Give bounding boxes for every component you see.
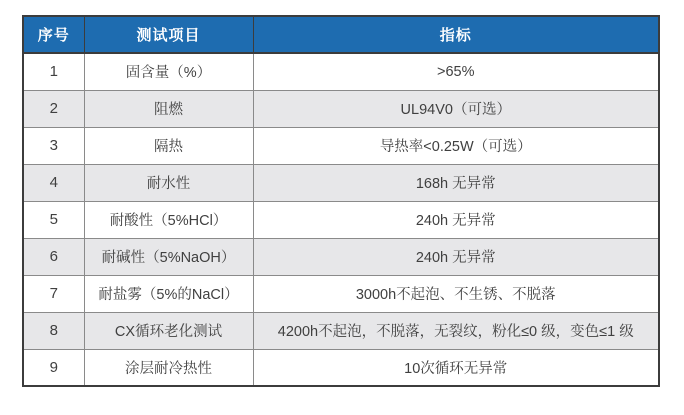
cell-serial: 6 (23, 238, 84, 275)
spec-table-container (22, 15, 660, 387)
cell-spec: 240h 无异常 (253, 201, 659, 238)
table-row (23, 127, 659, 164)
header-test-item: 测试项目 (84, 16, 253, 53)
table-row (23, 164, 659, 201)
cell-item: 耐酸性（5%HCl） (84, 201, 253, 238)
cell-spec: >65% (253, 53, 659, 90)
header-indicator: 指标 (253, 16, 659, 53)
cell-serial: 7 (23, 275, 84, 312)
cell-serial: 8 (23, 312, 84, 349)
cell-item: 隔热 (84, 127, 253, 164)
cell-spec: 240h 无异常 (253, 238, 659, 275)
cell-serial: 1 (23, 53, 84, 90)
table-row (23, 312, 659, 349)
cell-serial: 9 (23, 349, 84, 386)
cell-spec: 10次循环无异常 (253, 349, 659, 386)
table-body (23, 53, 659, 386)
table-row (23, 53, 659, 90)
cell-spec: UL94V0（可选） (253, 90, 659, 127)
cell-item: 固含量（%） (84, 53, 253, 90)
header-row (23, 16, 659, 53)
cell-spec: 168h 无异常 (253, 164, 659, 201)
table-row (23, 349, 659, 386)
table-header (23, 16, 659, 53)
cell-serial: 4 (23, 164, 84, 201)
header-serial-number: 序号 (23, 16, 84, 53)
cell-item: 涂层耐冷热性 (84, 349, 253, 386)
cell-item: 耐盐雾（5%的NaCl） (84, 275, 253, 312)
cell-serial: 2 (23, 90, 84, 127)
cell-item: CX循环老化测试 (84, 312, 253, 349)
cell-serial: 3 (23, 127, 84, 164)
cell-spec: 4200h不起泡，不脱落，无裂纹，粉化≤0 级，变色≤1 级 (253, 312, 659, 349)
table-row (23, 275, 659, 312)
table-row (23, 90, 659, 127)
test-spec-table (22, 15, 660, 387)
cell-spec: 3000h不起泡、不生锈、不脱落 (253, 275, 659, 312)
cell-item: 耐碱性（5%NaOH） (84, 238, 253, 275)
cell-spec: 导热率<0.25W（可选） (253, 127, 659, 164)
table-row (23, 201, 659, 238)
table-row (23, 238, 659, 275)
cell-item: 阻燃 (84, 90, 253, 127)
cell-serial: 5 (23, 201, 84, 238)
cell-item: 耐水性 (84, 164, 253, 201)
